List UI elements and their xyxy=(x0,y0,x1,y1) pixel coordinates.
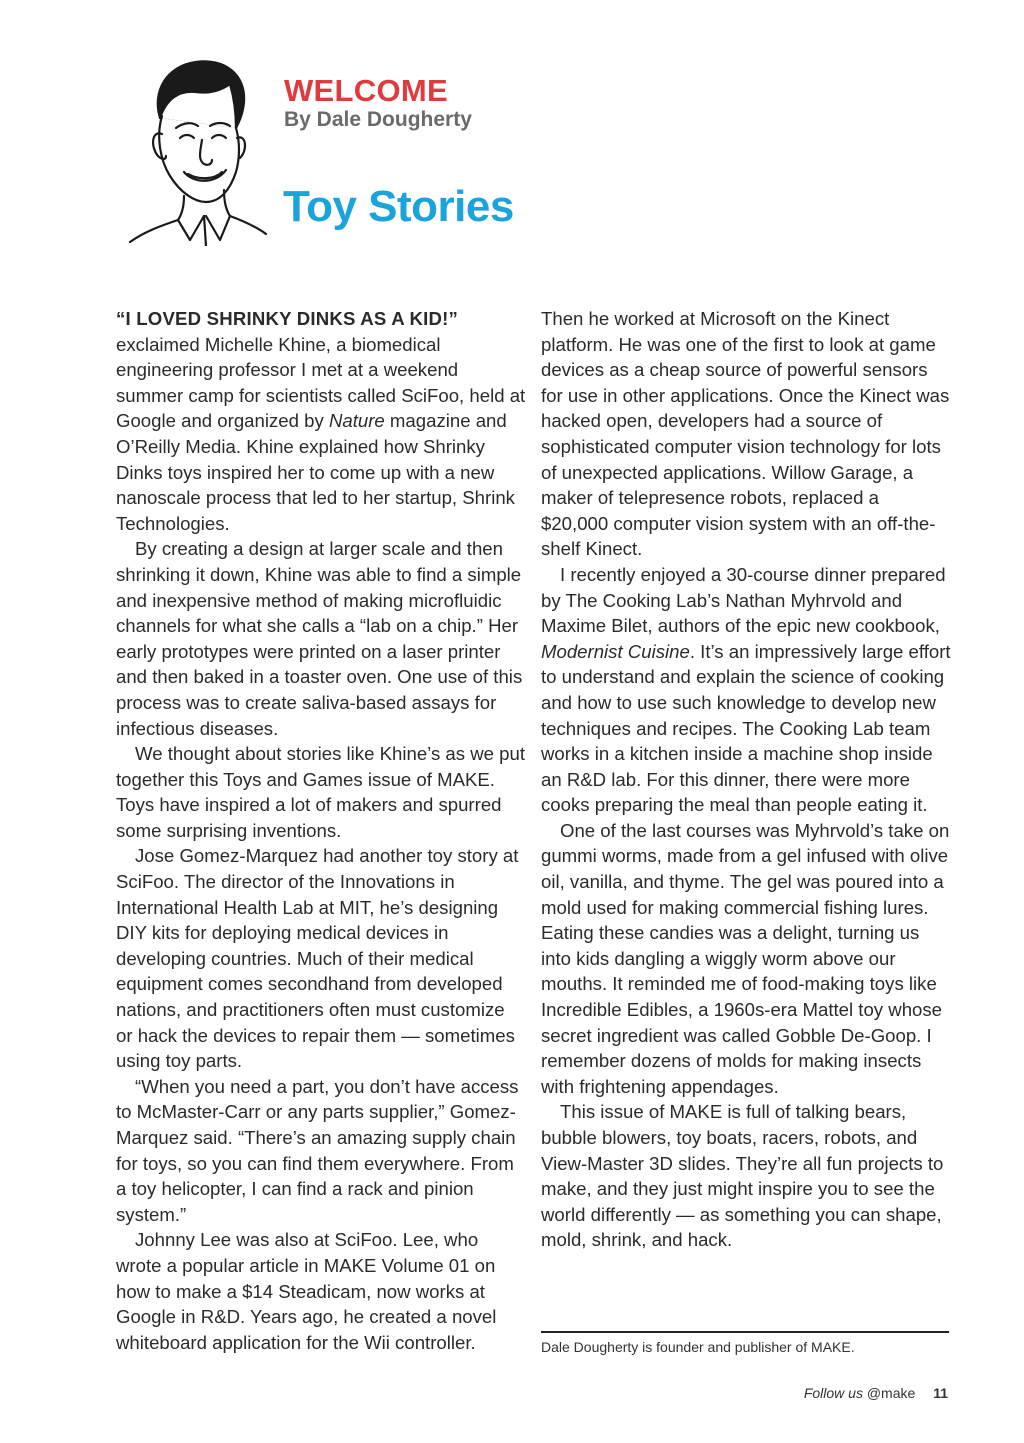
paragraph: One of the last courses was Myhrvold’s take on gummi worms, made from a gel infused with olive oil, vanilla, and thyme. The gel was poured into a mold used for making commercial fishing lures. Eating these candies was a delight, turning us into kids dangling a wiggly worm above our mouths. It reminded me of food-making toys like Incredible Edibles, a 1960s-era Mattel toy whose secret ingredient was called Gobble De-Goop. I remember dozens of molds for making insects with frightening appendages. xyxy=(541,819,950,1097)
italic-title: Modernist Cuisine xyxy=(541,640,690,662)
follow-label: Follow us xyxy=(803,1385,863,1401)
paragraph: Then he worked at Microsoft on the Kinect platform. He was one of the first to look at game devices as a cheap source of powerful sensors for use in other applications. Once the Kinect was hacked open, developers had a source of sophisticated computer vision technology for lots of unexpected applications. Willow Garage, a maker of telepresence robots, replaced a $20,000 computer vision system with an off-the-shelf Kinect. xyxy=(541,308,950,560)
paragraph: Jose Gomez-Marquez had another toy story at SciFoo. The director of the Innovations in International Health Lab at MIT, he’s designing DIY kits for deploying medical devices in developing countries. Much of their medical equipment comes secondhand from developed nations, and practitioners often must customize or hack the devices to repair them — sometimes using toy parts. xyxy=(116,845,519,1072)
article-column-right xyxy=(541,306,951,1253)
page-title: Toy Stories xyxy=(283,182,514,231)
paragraph: We thought about stories like Khine’s as we put together this Toys and Games issue of MAKE. Toys have inspired a lot of makers and spurred some surprising inventions. xyxy=(116,743,526,841)
footnote-divider xyxy=(541,1331,949,1333)
paragraph: “When you need a part, you don’t have access to McMaster-Carr or any parts supplier,” Gomez-Marquez said. “There’s an amazing supply chain for toys, so you can find them everywhere. From a toy helicopter, I can find a rack and pinion system.” xyxy=(116,1075,519,1225)
article-column-left xyxy=(116,306,526,1355)
paragraph xyxy=(116,306,526,536)
paragraph xyxy=(541,562,951,818)
page-number: 11 xyxy=(933,1385,948,1401)
lead-quote: “I LOVED SHRINKY DINKS AS A KID!” xyxy=(116,308,459,329)
paragraph-text: I recently enjoyed a 30-course dinner prepared by The Cooking Lab’s Nathan Myhrvold and Maxime Bilet, authors of the epic new cookbook, xyxy=(541,563,946,637)
paragraph: By creating a design at larger scale and then shrinking it down, Khine was able to find a simple and inexpensive method of making microfluidic channels for what she calls a “lab on a chip.” Her early prototypes were printed on a laser printer and then baked in a toaster oven. One use of this process was to create saliva-based assays for infectious diseases. xyxy=(116,538,523,739)
paragraph-text: . It’s an impressively large effort to understand and explain the science of cooking and how to use such knowledge to develop new techniques and recipes. The Cooking Lab team works in a kitchen inside a machine shop inside an R&D lab. For this dinner, there were more cooks preparing the meal than people eating it. xyxy=(541,640,951,816)
page-footer xyxy=(804,1385,948,1401)
italic-title: Nature xyxy=(328,410,385,432)
section-label: WELCOME xyxy=(284,73,448,108)
author-portrait-illustration xyxy=(126,56,270,246)
paragraph: Johnny Lee was also at SciFoo. Lee, who wrote a popular article in MAKE Volume 01 on how to make a $14 Steadicam, now works at Google in R&D. Years ago, he created a novel whiteboard application for the Wii controller. xyxy=(116,1229,497,1353)
byline: By Dale Dougherty xyxy=(284,108,472,131)
author-footnote: Dale Dougherty is founder and publisher of MAKE. xyxy=(541,1339,855,1355)
social-handle: @make xyxy=(866,1385,916,1401)
paragraph-text: magazine and O’Reilly Media. Khine explained how Shrinky Dinks toys inspired her to come up with a new nanoscale process that led to her startup, Shrink Technologies. xyxy=(116,410,515,534)
paragraph: This issue of MAKE is full of talking bears, bubble blowers, toy boats, racers, robots, and View-Master 3D slides. They’re all fun projects to make, and they just might inspire you to see the world differently — as something you can shape, mold, shrink, and hack. xyxy=(541,1101,944,1251)
paragraph-text: exclaimed Michelle Khine, a biomedical engineering professor I met at a weekend summer camp for scientists called SciFoo, held at Google and organized by xyxy=(116,333,526,432)
